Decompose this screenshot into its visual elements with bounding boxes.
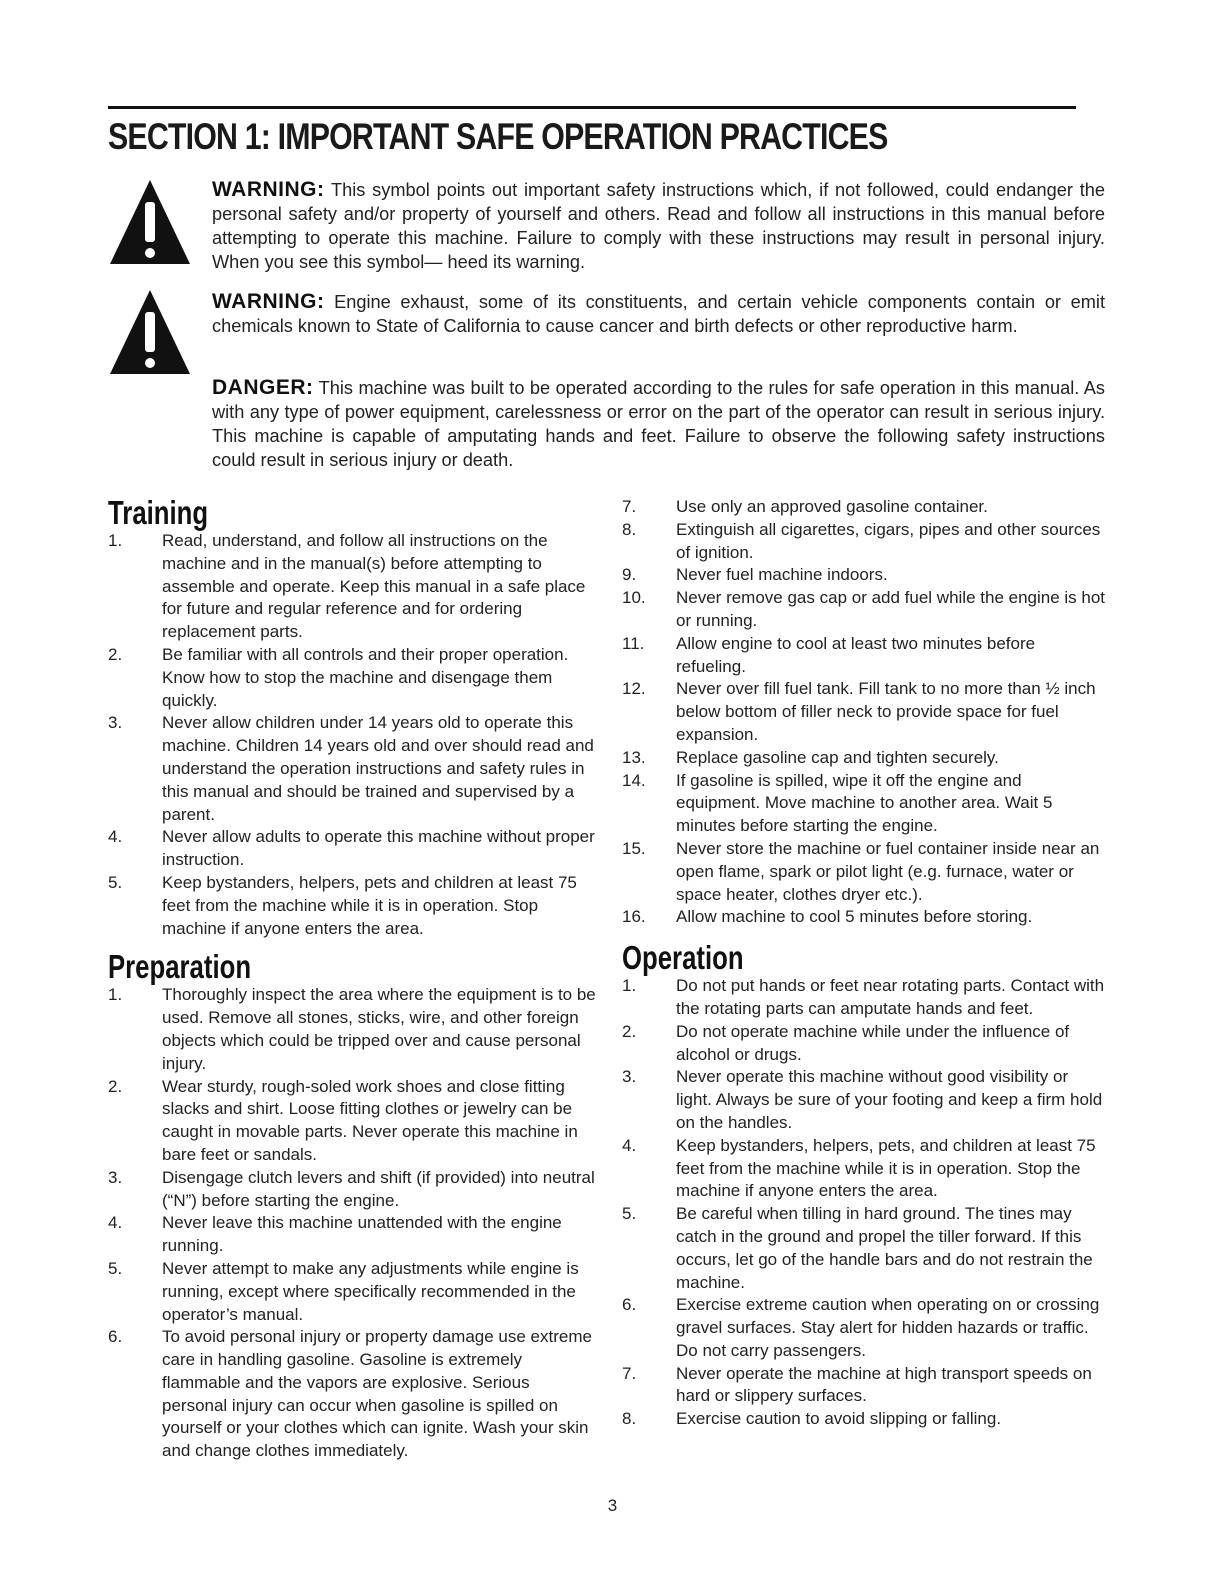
- item-text: Never operate this machine without good visibility or light. Always be sure of your footing and keep a firm hold on the handles.: [676, 1067, 1103, 1132]
- list-item: [622, 633, 1107, 679]
- list-item: [622, 519, 1107, 565]
- warning-notice: [212, 290, 1105, 338]
- item-number: 1.: [622, 976, 637, 996]
- list-item: [108, 712, 598, 826]
- item-text: Wear sturdy, rough-soled work shoes and close fitting slacks and shirt. Loose fitting clothes or jewelry can be caught in movable parts. Never operate this machine in bare feet or sandals.: [162, 1076, 578, 1164]
- notice-text: This machine was built to be operated according to the rules for safe operation in this manual. As with any type of power equipment, carelessness or error on the part of the operator can result in serious injury. This machine is capable of amputating hands and feet. Failure to observe the following safety instructions could result in serious injury or death.: [212, 378, 1105, 470]
- notice-text: Engine exhaust, some of its constituents, and certain vehicle components contain or emit chemicals known to State of California to cause cancer and birth defects or other reproductive harm.: [212, 292, 1105, 336]
- item-text: Be familiar with all controls and their proper operation. Know how to stop the machine and disengage them quickly.: [162, 644, 569, 710]
- item-number: 5.: [108, 872, 123, 892]
- warning-triangle-icon: [108, 178, 192, 266]
- item-text: Never fuel machine indoors.: [676, 565, 888, 585]
- item-number: 6.: [108, 1327, 123, 1347]
- list-item: [622, 678, 1107, 746]
- list-item: [108, 1326, 598, 1463]
- left-column: [108, 494, 598, 1463]
- item-text: To avoid personal injury or property damage use extreme care in handling gasoline. Gasoline is extremely flammable and the vapors are explosive. Serious personal injury can occur when gasoline is spilled on yourself or your clothes which can ignite. Wash your skin and change clothes immediately.: [162, 1327, 592, 1461]
- item-number: 5.: [622, 1204, 637, 1224]
- item-number: 4.: [622, 1135, 637, 1155]
- item-text: Read, understand, and follow all instructions on the machine and in the manual(s) before attempting to assemble and operate. Keep this manual in a safe place for future and regular reference and for ordering replacement parts.: [162, 531, 586, 642]
- item-text: Never allow children under 14 years old to operate this machine. Children 14 years old and over should read and understand the operation instructions and safety rules in this manual and should be trained and supervised by a parent.: [162, 713, 594, 824]
- item-text: Never store the machine or fuel container inside near an open flame, spark or pilot light (e.g. furnace, water or space heater, clothes dryer etc.).: [676, 838, 1100, 904]
- danger-notice: [212, 376, 1105, 472]
- item-text: Use only an approved gasoline container.: [676, 497, 988, 516]
- item-number: 7.: [622, 1363, 637, 1383]
- item-number: 13.: [622, 747, 646, 767]
- item-number: 15.: [622, 838, 646, 858]
- item-text: Exercise caution to avoid slipping or falling.: [676, 1409, 1002, 1429]
- item-text: Allow machine to cool 5 minutes before storing.: [676, 907, 1033, 927]
- item-text: If gasoline is spilled, wipe it off the engine and equipment. Move machine to another area. Wait 5 minutes before starting the engine.: [676, 770, 1053, 836]
- item-text: Disengage clutch levers and shift (if provided) into neutral (“N”) before starting the engine.: [162, 1167, 595, 1210]
- list-item: [622, 1203, 1107, 1294]
- preparation-list-continued: [622, 496, 1107, 929]
- item-number: 8.: [622, 519, 637, 539]
- list-item: [622, 587, 1107, 633]
- item-text: Never attempt to make any adjustments while engine is running, except where specifically recommended in the operator’s manual.: [162, 1258, 579, 1324]
- list-item: [622, 1294, 1107, 1362]
- item-text: Be careful when tilling in hard ground. The tines may catch in the ground and propel the tiller forward. If this occurs, let go of the handle bars and do not restrain the machine.: [676, 1204, 1093, 1292]
- preparation-heading: Preparation: [108, 948, 252, 986]
- list-item: [622, 1135, 1107, 1203]
- list-item: [622, 564, 1107, 587]
- notice-keyword: WARNING:: [212, 290, 325, 313]
- list-item: [622, 975, 1107, 1021]
- notice-keyword: DANGER:: [212, 376, 314, 399]
- item-text: Never allow adults to operate this machine without proper instruction.: [162, 827, 595, 870]
- item-text: Keep bystanders, helpers, pets and children at least 75 feet from the machine while it is in operation. Stop machine if anyone enters the area.: [162, 872, 577, 938]
- list-item: [108, 530, 598, 644]
- item-number: 1.: [108, 985, 123, 1005]
- item-text: Thoroughly inspect the area where the equipment is to be used. Remove all stones, sticks, wire, and other foreign objects which could be tripped over and cause personal injury.: [162, 985, 596, 1073]
- operation-heading: Operation: [622, 939, 744, 977]
- list-item: [108, 1212, 598, 1258]
- item-text: Never operate the machine at high transport speeds on hard or slippery surfaces.: [676, 1363, 1092, 1406]
- item-text: Never over fill fuel tank. Fill tank to no more than ½ inch below bottom of filler neck to provide space for fuel expansion.: [676, 679, 1096, 744]
- item-text: Allow engine to cool at least two minutes before refueling.: [676, 633, 1036, 676]
- list-item: [622, 1363, 1107, 1409]
- section-title: SECTION 1: IMPORTANT SAFE OPERATION PRACTICES: [108, 116, 888, 157]
- item-number: 2.: [622, 1021, 637, 1041]
- list-item: [622, 838, 1107, 906]
- item-number: 14.: [622, 770, 646, 790]
- list-item: [108, 1258, 598, 1326]
- list-item: [622, 770, 1107, 838]
- item-number: 6.: [622, 1295, 637, 1315]
- item-number: 12.: [622, 679, 646, 699]
- list-item: [622, 496, 1107, 519]
- list-item: [622, 1021, 1107, 1067]
- list-item: [622, 1408, 1107, 1431]
- item-text: Extinguish all cigarettes, cigars, pipes and other sources of ignition.: [676, 519, 1101, 562]
- list-item: [622, 1066, 1107, 1134]
- right-column: [622, 496, 1107, 1431]
- page-number: 3: [607, 1496, 618, 1515]
- operation-list: [622, 975, 1107, 1431]
- item-text: Never remove gas cap or add fuel while the engine is hot or running.: [676, 588, 1106, 630]
- item-number: 1.: [108, 531, 123, 550]
- list-item: [108, 826, 598, 872]
- item-number: 4.: [108, 827, 123, 847]
- item-text: Replace gasoline cap and tighten securely.: [676, 747, 999, 767]
- notice-keyword: WARNING:: [212, 178, 325, 201]
- item-number: 16.: [622, 907, 646, 927]
- item-text: Keep bystanders, helpers, pets, and children at least 75 feet from the machine while it is in operation. Stop the machine if anyone enters the area.: [676, 1135, 1096, 1201]
- item-text: Do not operate machine while under the influence of alcohol or drugs.: [676, 1021, 1070, 1064]
- item-number: 3.: [622, 1067, 637, 1087]
- list-item: [108, 1167, 598, 1213]
- list-item: [622, 906, 1107, 929]
- list-item: [108, 872, 598, 940]
- item-number: 3.: [108, 1167, 123, 1187]
- list-item: [108, 644, 598, 712]
- item-number: 9.: [622, 565, 637, 585]
- training-heading: Training: [108, 494, 209, 531]
- warning-notice: [212, 178, 1105, 274]
- item-number: 2.: [108, 1076, 123, 1096]
- item-number: 7.: [622, 497, 637, 516]
- item-number: 10.: [622, 588, 646, 608]
- item-number: 4.: [108, 1213, 123, 1233]
- item-number: 5.: [108, 1258, 123, 1278]
- header-rule: [108, 106, 1076, 109]
- training-list: [108, 530, 598, 940]
- warning-triangle-icon: [108, 288, 192, 376]
- item-text: Do not put hands or feet near rotating parts. Contact with the rotating parts can amputate hands and feet.: [676, 976, 1105, 1018]
- item-number: 11.: [622, 633, 645, 653]
- item-text: Exercise extreme caution when operating on or crossing gravel surfaces. Stay alert for hidden hazards or traffic. Do not carry passengers.: [676, 1295, 1100, 1360]
- item-number: 3.: [108, 713, 123, 733]
- list-item: [108, 1076, 598, 1167]
- item-text: Never leave this machine unattended with the engine running.: [162, 1213, 562, 1256]
- preparation-list: [108, 984, 598, 1463]
- item-number: 2.: [108, 644, 123, 664]
- list-item: [108, 984, 598, 1075]
- item-number: 8.: [622, 1409, 637, 1429]
- list-item: [622, 747, 1107, 770]
- notice-text: This symbol points out important safety instructions which, if not followed, could endanger the personal safety and/or property of yourself and others. Read and follow all instructions in this manual before attempting to operate this machine. Failure to comply with these instructions may result in personal injury. When you see this symbol— heed its warning.: [212, 180, 1105, 272]
